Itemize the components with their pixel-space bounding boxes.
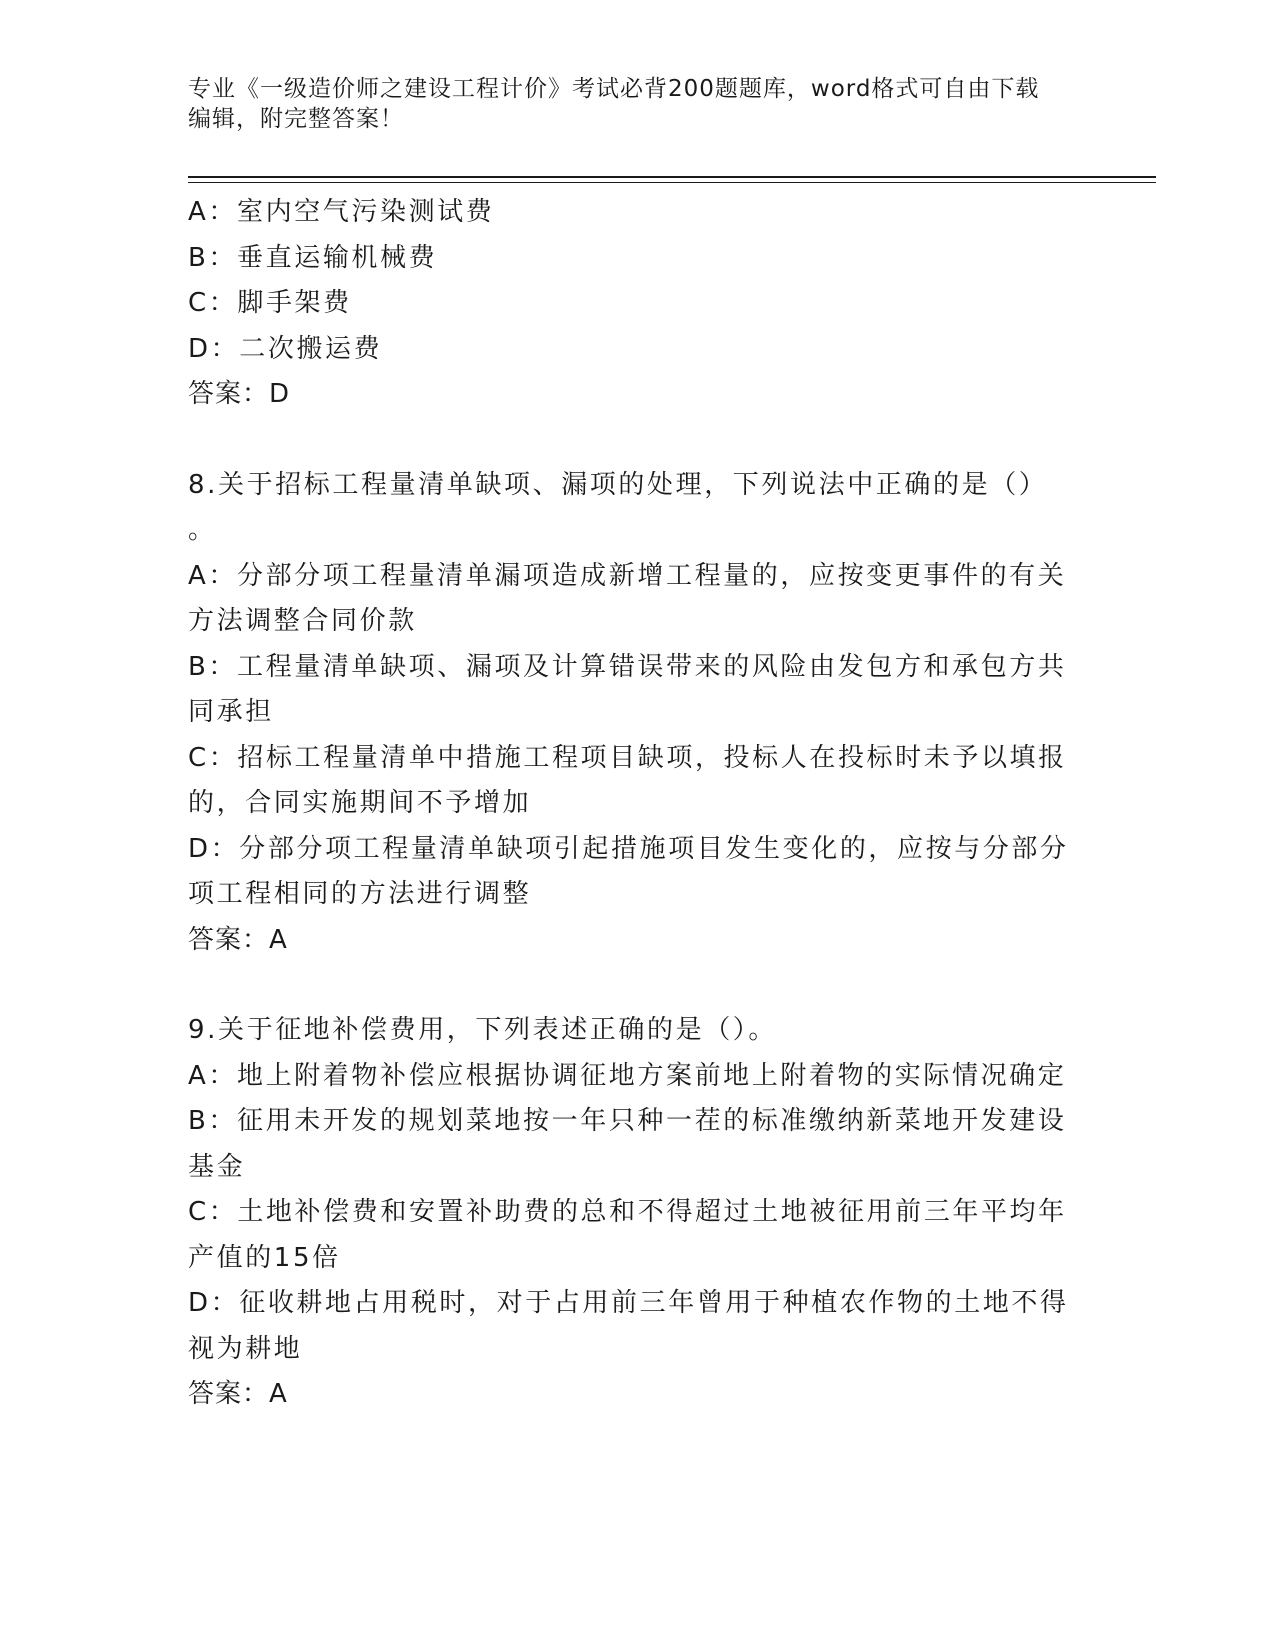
question-8-answer: 答案：A: [188, 924, 288, 955]
question-8-text-cont: 。: [188, 515, 217, 545]
header-divider-thick: [188, 176, 1156, 178]
spacer: [188, 963, 1078, 1008]
option-c: C：脚手架费: [188, 288, 352, 318]
option-c-cont: 产值的15倍: [188, 1242, 341, 1273]
option-d-cont: 项工程相同的方法进行调整: [188, 879, 532, 909]
question-7-answer: 答案：D: [188, 379, 291, 409]
header-line-1: 专业《一级造价师之建设工程计价》考试必背200题题库，word格式可自由下载: [188, 76, 1040, 102]
header-line-2: 编辑，附完整答案！: [188, 106, 404, 132]
document-header: [188, 74, 1088, 134]
option-d: D：征收耕地占用税时，对于占用前三年曾用于种植农作物的土地不得: [188, 1288, 1069, 1318]
option-a-cont: 方法调整合同价款: [188, 606, 417, 636]
option-a: A：室内空气污染测试费: [188, 197, 495, 227]
option-a: A：分部分项工程量清单漏项造成新增工程量的，应按变更事件的有关: [188, 560, 1067, 591]
option-c: C：土地补偿费和安置补助费的总和不得超过土地被征用前三年平均年: [188, 1197, 1067, 1227]
question-8-text: 8.关于招标工程量清单缺项、漏项的处理，下列说法中正确的是（）: [188, 469, 1048, 500]
question-9-answer: 答案：A: [188, 1379, 288, 1409]
option-b: B：征用未开发的规划菜地按一年只种一茬的标准缴纳新菜地开发建设: [188, 1106, 1067, 1136]
option-b-cont: 同承担: [188, 697, 274, 727]
option-d: D：分部分项工程量清单缺项引起措施项目发生变化的，应按与分部分: [188, 833, 1069, 864]
document-body: [188, 190, 1078, 1418]
option-d: D：二次搬运费: [188, 333, 383, 364]
option-b: B：垂直运输机械费: [188, 242, 438, 273]
question-9-text: 9.关于征地补偿费用，下列表述正确的是（）。: [188, 1015, 778, 1045]
option-b-cont: 基金: [188, 1151, 246, 1182]
option-d-cont: 视为耕地: [188, 1333, 303, 1364]
header-divider-thin: [188, 182, 1156, 183]
option-a: A：地上附着物补偿应根据协调征地方案前地上附着物的实际情况确定: [188, 1060, 1067, 1091]
option-c-cont: 的，合同实施期间不予增加: [188, 788, 532, 818]
question-7-options: [188, 190, 1078, 418]
question-9: [188, 1008, 1078, 1418]
spacer: [188, 418, 1078, 463]
option-b: B：工程量清单缺项、漏项及计算错误带来的风险由发包方和承包方共: [188, 651, 1067, 682]
option-c: C：招标工程量清单中措施工程项目缺项，投标人在投标时未予以填报: [188, 742, 1067, 773]
question-8: [188, 463, 1078, 964]
